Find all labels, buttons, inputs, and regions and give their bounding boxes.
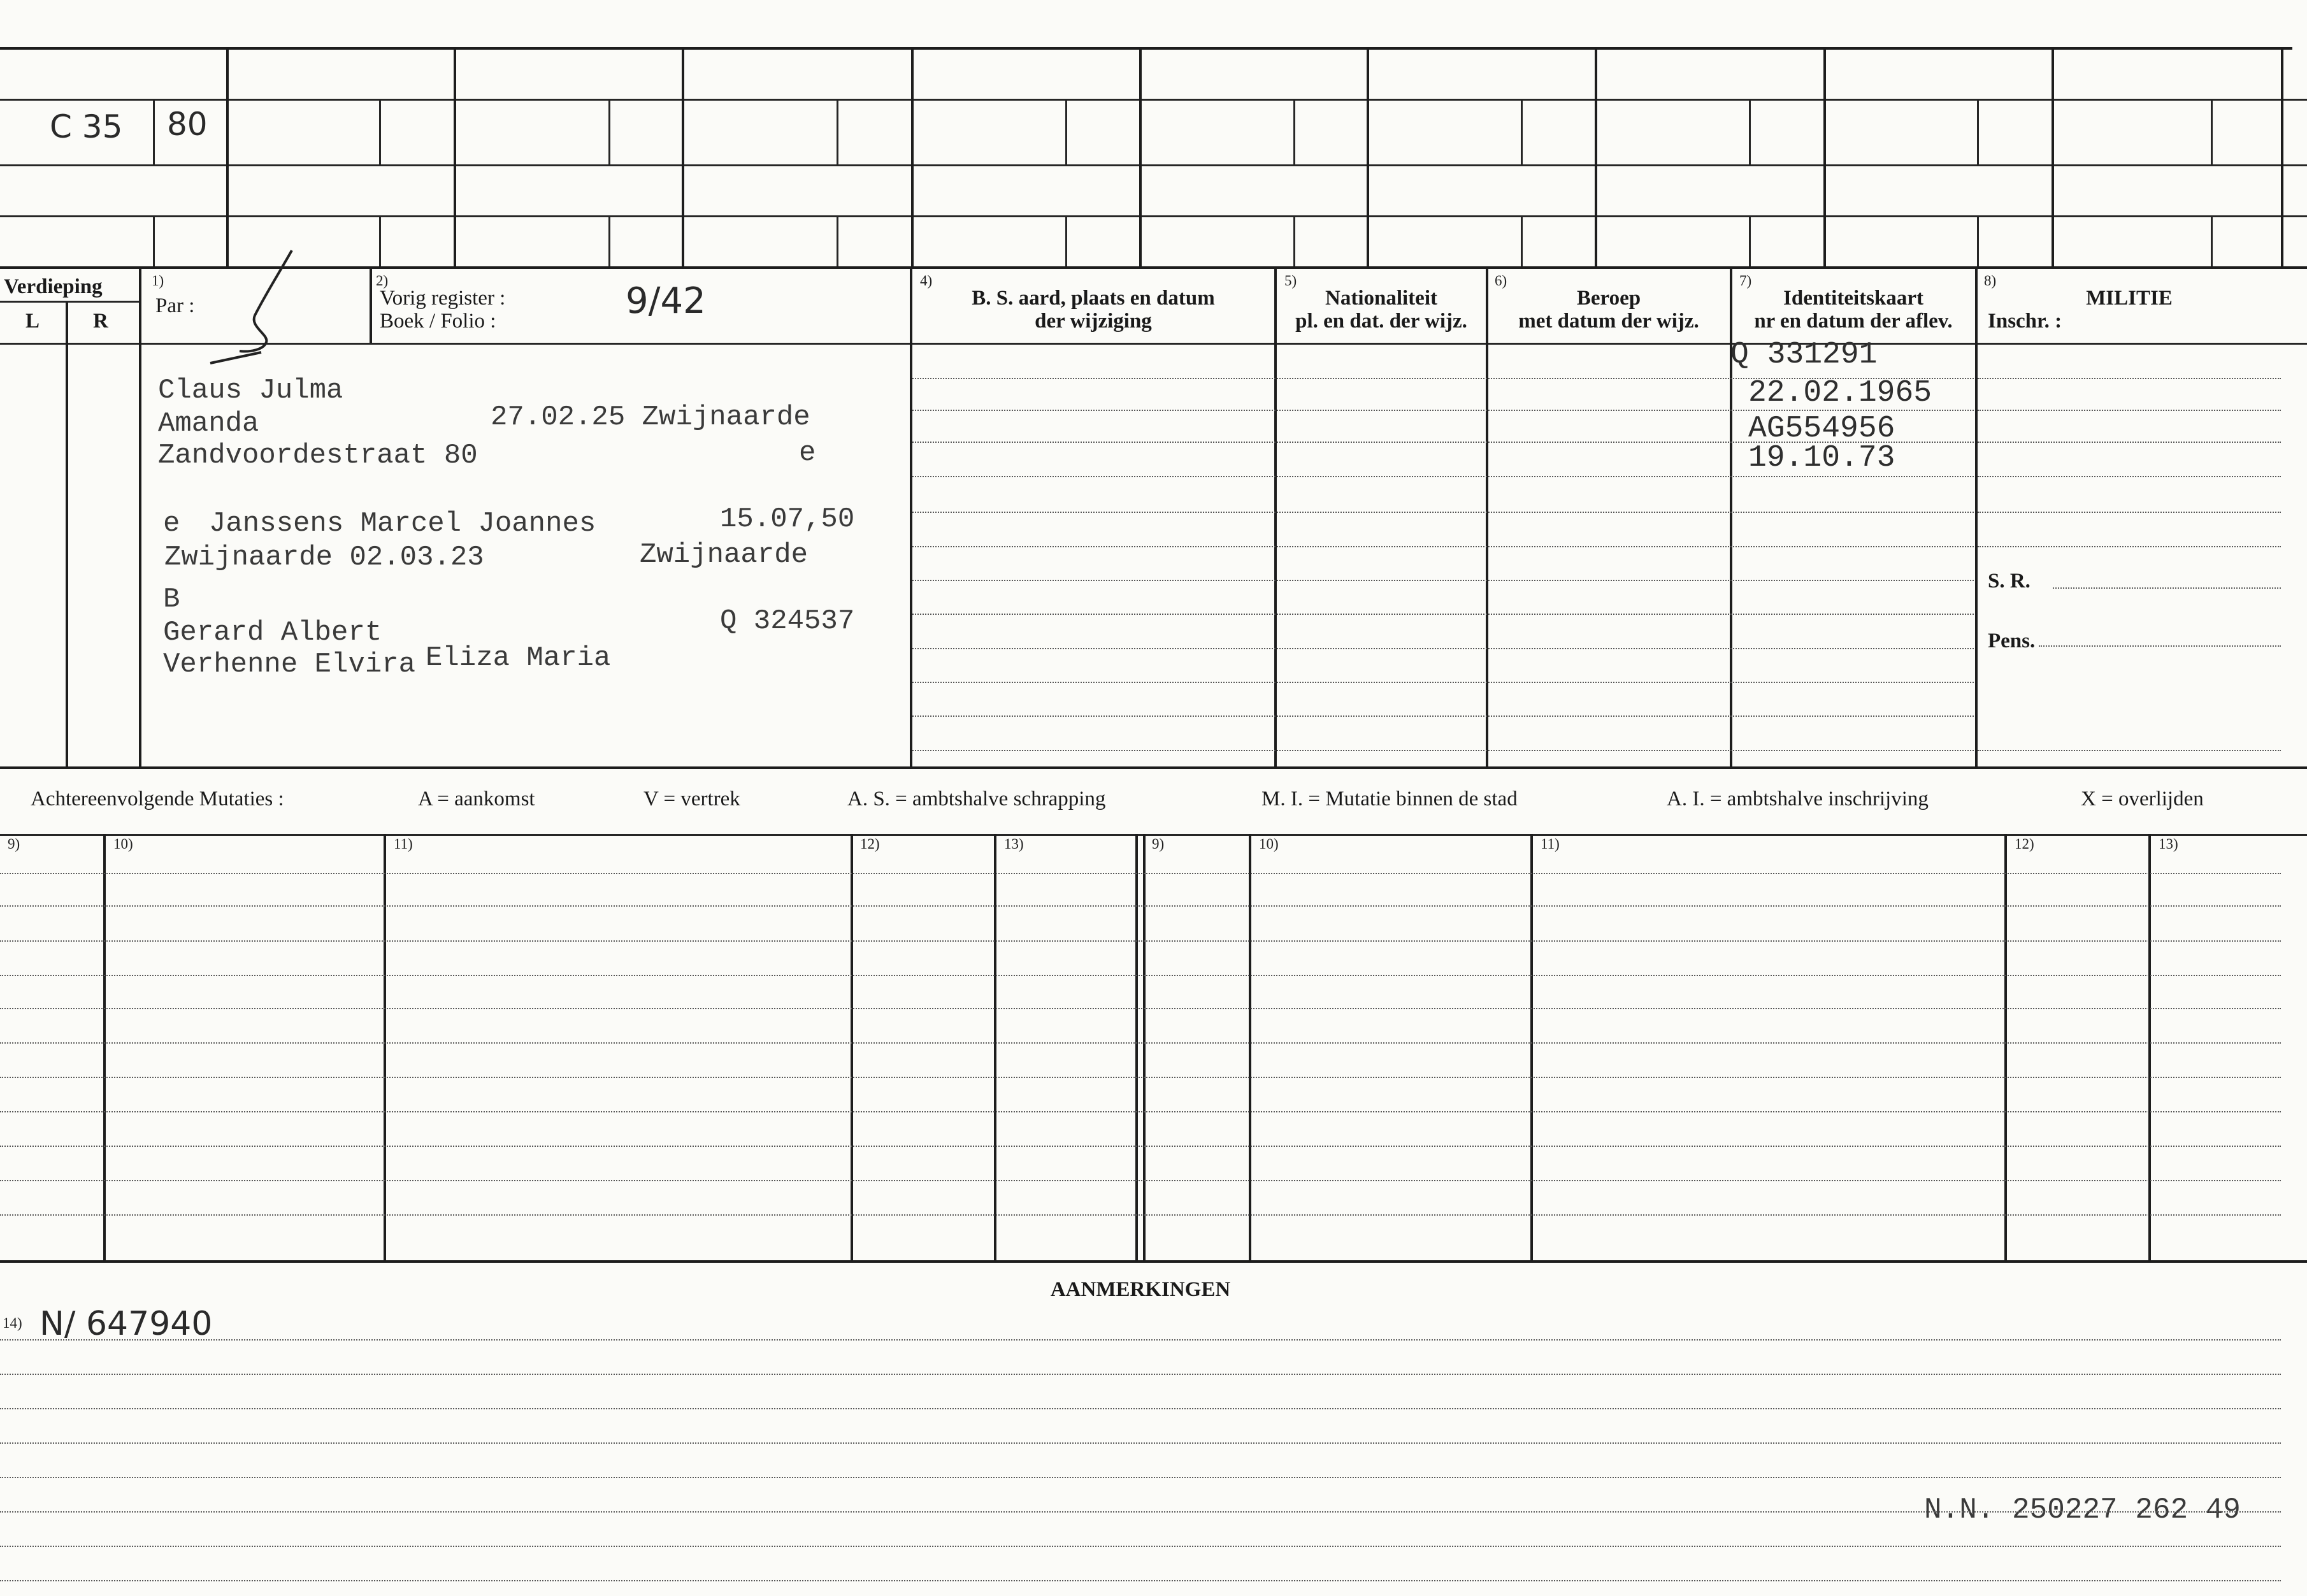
mutation-v: V = vertrek [643,787,740,810]
grid-line [1530,834,1533,1260]
grid-line [2004,834,2007,1260]
col-number-13: 13) [1004,836,1024,852]
grid-line [2211,99,2213,164]
row-line [0,1442,2281,1444]
id-header-1: Identiteitskaart [1783,287,1923,310]
col-number-13b: 13) [2159,836,2178,852]
col-number-9: 9) [8,836,20,852]
grid-line [608,215,610,266]
col-number-1: 1) [152,273,164,289]
row-line [0,873,2281,874]
grid-line [1135,834,1138,1260]
grid-line [0,99,2307,101]
beroep-header-2: met datum der wijz. [1518,310,1699,333]
mutation-a: A = aankomst [418,787,535,810]
grid-line [226,47,229,266]
row-line [912,512,1974,513]
grid-line [837,99,838,164]
register-number: 80 [167,106,208,143]
grid-line [1249,834,1251,1260]
col-number-9b: 9) [1152,836,1165,852]
row-line [0,940,2281,942]
grid-line [1977,215,1979,266]
grid-line [1595,47,1597,266]
row-line [0,1146,2281,1147]
row-line [0,1477,2281,1478]
left-label: L [25,310,40,333]
mother-name-cont: Eliza Maria [426,642,611,674]
row-line [1978,378,2281,379]
verdieping-label: Verdieping [4,275,103,298]
grid-line [153,99,155,164]
nat-header-2: pl. en dat. der wijz. [1295,310,1467,333]
mutations-title: Achtereenvolgende Mutaties : [31,787,284,810]
col-number-8: 8) [1984,273,1997,289]
grid-line [1975,266,1978,766]
col-number-7: 7) [1739,273,1752,289]
child-name: Gerard Albert [163,617,382,649]
grid-line [2281,47,2283,266]
row-line [0,1077,2281,1078]
militie-header: MILITIE [2086,287,2173,310]
mother-name: Verhenne Elvira [163,649,416,680]
row-line [1978,750,2281,751]
remarks-value: N/ 647940 [40,1305,213,1343]
row-line [1978,546,2281,547]
nat-header-1: Nationaliteit [1325,287,1437,310]
grid-line [851,834,853,1260]
row-line [912,750,1974,751]
sr-label: S. R. [1988,570,2030,593]
grid-line [66,301,68,766]
mutation-ai: A. I. = ambtshalve inschrijving [1667,787,1929,810]
id-header-2: nr en datum der aflev. [1754,310,1953,333]
col-number-11: 11) [394,836,413,852]
grid-line [379,99,381,164]
row-line [912,648,1974,649]
vorig-register-value: 9/42 [626,280,706,322]
grid-line [1521,215,1523,266]
row-line [912,614,1974,615]
col-number-11b: 11) [1541,836,1560,852]
person-birth: 27.02.25 Zwijnaarde [491,401,810,433]
signature-mark [204,245,306,366]
grid-line [384,834,386,1260]
col-number-2: 2) [376,273,389,289]
row-line [0,1546,2281,1547]
grid-line [103,834,106,1260]
id-card-2: AG554956 [1748,412,1895,446]
grid-line [2148,834,2151,1260]
grid-line [1065,215,1067,266]
boek-folio-label: Boek / Folio : [380,310,496,333]
section-line [0,766,2307,769]
row-line [0,1511,2281,1513]
row-line [0,1111,2281,1112]
col-number-4: 4) [920,273,933,289]
spouse-name: Janssens Marcel Joannes [209,508,596,540]
row-line [0,1008,2281,1009]
grid-line [1274,266,1277,766]
row-line [912,715,1974,717]
person-line-2: Amanda [158,408,259,440]
row-line [0,975,2281,976]
id-date-1: 22.02.1965 [1748,376,1932,410]
header-divider [0,343,2307,345]
row-line [0,905,2281,907]
grid-line [682,47,684,266]
row-line [1978,410,2281,411]
right-label: R [93,310,108,333]
sr-line [2053,587,2281,589]
row-line [0,1042,2281,1044]
row-line [0,1408,2281,1409]
col-number-10b: 10) [1259,836,1279,852]
pens-label: Pens. [1988,629,2036,652]
col-number-5: 5) [1284,273,1297,289]
grid-line [2211,215,2213,266]
grid-line [837,215,838,266]
row-line [0,1214,2281,1216]
grid-line [379,215,381,266]
row-line [1978,442,2281,443]
pens-line [2039,645,2281,647]
grid-line [0,266,2307,269]
grid-line [1293,215,1295,266]
grid-line [1486,266,1488,766]
row-line [912,682,1974,683]
person-address: Zandvoordestraat 80 [158,440,478,471]
grid-line [454,47,456,266]
row-line [1978,512,2281,513]
inschr-label: Inschr. : [1988,310,2062,333]
spouse-date: 15.07,50 [720,503,855,535]
spouse-place: Zwijnaarde [640,539,809,571]
vorig-register-label: Vorig register : [380,287,506,310]
row-line [0,1180,2281,1181]
grid-line [1977,99,1979,164]
par-label: Par : [155,294,195,317]
letter-b: B [163,584,180,615]
row-line [0,1339,2281,1341]
row-line [1978,476,2281,477]
id-card-1: Q 331291 [1730,338,1878,372]
grid-line [0,301,139,303]
grid-line [608,99,610,164]
grid-line [910,266,912,766]
remarks-title: AANMERKINGEN [1050,1278,1231,1301]
col-number-12b: 12) [2015,836,2034,852]
letter-e: e [799,437,816,469]
register-code: C 35 [50,108,123,145]
col-number-6: 6) [1495,273,1507,289]
grid-line [0,164,2307,166]
col-number-10: 10) [113,836,133,852]
grid-line [994,834,996,1260]
grid-line [0,215,2307,217]
grid-line [1143,834,1146,1260]
grid-line [1065,99,1067,164]
grid-line [139,266,141,766]
col-number-14: 14) [3,1315,22,1331]
mutation-mi: M. I. = Mutatie binnen de stad [1261,787,1518,810]
row-line [912,580,1974,581]
row-line [912,476,1974,477]
person-line-1: Claus Julma [158,375,343,406]
grid-line [370,266,372,343]
row-line [912,546,1974,547]
grid-line [1293,99,1295,164]
row-line [0,1580,2281,1581]
grid-line [1139,47,1142,266]
grid-line [153,215,155,266]
id-date-2: 19.10.73 [1748,441,1895,475]
mutation-as: A. S. = ambtshalve schrapping [847,787,1106,810]
grid-line [1823,47,1826,266]
grid-line [911,47,914,266]
bs-header-1: B. S. aard, plaats en datum [972,287,1215,310]
col-number-12: 12) [860,836,880,852]
spouse-prefix: e [163,508,180,540]
bs-header-2: der wijziging [1035,310,1152,333]
spouse-birth: Zwijnaarde 02.03.23 [164,542,484,573]
grid-line [2052,47,2054,266]
national-number: N.N. 250227 262 49 [1924,1493,2241,1527]
grid-line [1749,99,1751,164]
row-line [0,1374,2281,1375]
table-bottom-line [0,1260,2307,1263]
beroep-header-1: Beroep [1576,287,1641,310]
mutation-x: X = overlijden [2081,787,2204,810]
grid-line [1367,47,1369,266]
grid-line [1749,215,1751,266]
grid-line [1521,99,1523,164]
child-id: Q 324537 [720,605,855,637]
grid-line [0,47,2292,50]
